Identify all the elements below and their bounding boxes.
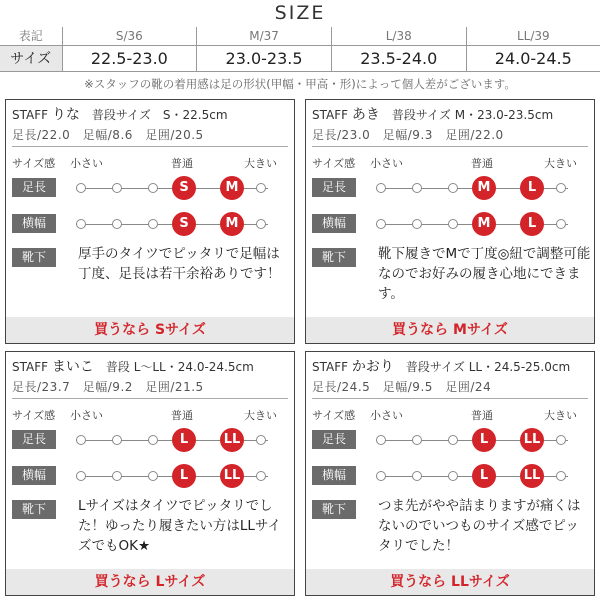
scale-dot [112,471,122,481]
usual-size: 普段サイズ LL・24.5-25.0cm [405,360,571,374]
scale-dot [376,471,386,481]
scale-dot [412,435,422,445]
scale-dot [376,219,386,229]
divider [12,146,288,147]
length-label: 足長 [12,178,56,197]
header-cell: 表記 [18,29,43,44]
scale-title: サイズ感 [312,409,356,422]
width-size-marker: M [220,212,244,236]
width-size-marker: L [472,464,496,488]
scale-dot [112,183,122,193]
width-label: 横幅 [312,214,356,233]
width-size-marker: LL [520,464,544,488]
staff-tag: STAFF [12,108,49,122]
size-cell: 22.5-23.0 [62,45,197,71]
width-label: 横幅 [12,214,56,233]
staff-card [305,99,595,344]
scale-title: サイズ感 [12,157,56,170]
length-size-marker: L [472,428,496,452]
shoes-label: 靴下 [312,500,356,519]
scale-dot [148,471,158,481]
shoes-label: 靴下 [12,500,56,519]
staff-header [312,356,570,376]
scale-small: 小さい [370,157,403,170]
scale-title: サイズ感 [12,409,56,422]
length-size-marker: S [172,176,196,200]
header-cell: S/36 [62,27,197,45]
length-label: 足長 [312,430,356,449]
staff-name: まいこ [51,359,94,375]
size-table-header [0,27,600,45]
scale-dot [448,219,458,229]
size-cell: 23.0-23.5 [197,45,332,71]
usual-size: 普段サイズ M・23.0-23.5cm [391,108,554,122]
scale-small: 小さい [370,409,403,422]
length-size-marker: M [220,176,244,200]
staff-card [5,351,295,596]
staff-tag: STAFF [12,360,49,374]
scale-dot [112,219,122,229]
verdict: 買うなら Mサイズ [306,317,594,343]
scale-dot [256,471,266,481]
width-size-marker: S [172,212,196,236]
divider [312,146,588,147]
scale-normal: 普通 [171,409,193,422]
scale-large: 大きい [244,409,277,422]
usual-size: 普段サイズ S・22.5cm [91,108,228,122]
divider [12,398,288,399]
header-cell: LL/39 [466,27,600,45]
scale-small: 小さい [70,409,103,422]
staff-tag: STAFF [312,360,349,374]
scale-dot [76,183,86,193]
staff-comment: つま先がやや詰まりますが痛くはないのでいつものサイズ感でピッタリでした！ [378,498,581,554]
scale-normal: 普通 [171,157,193,170]
scale-dot [448,435,458,445]
scale-large: 大きい [244,157,277,170]
width-label: 横幅 [312,466,356,485]
staff-header [312,104,553,124]
width-size-marker: L [172,464,196,488]
staff-card [305,351,595,596]
width-size-marker: LL [220,464,244,488]
scale-dot [256,435,266,445]
foot-measures: 足長/24.5 足幅/9.5 足囲/24 [312,380,492,394]
staff-tag: STAFF [312,108,349,122]
length-size-marker: LL [520,428,544,452]
size-cell: 24.0-24.5 [466,45,600,71]
length-size-marker: M [472,176,496,200]
scale-dot [76,471,86,481]
usual-size: 普段 L〜LL・24.0-24.5cm [105,360,254,374]
scale-dot [256,219,266,229]
scale-dot [148,219,158,229]
staff-comment: Lサイズはタイツでピッタリでした！ゆったり履きたい方はLLサイズでもOK★ [78,498,281,554]
scale-large: 大きい [544,409,577,422]
verdict: 買うなら Sサイズ [6,317,294,343]
shoes-label: 靴下 [12,248,56,267]
header-cell: M/37 [197,27,332,45]
scale-large: 大きい [544,157,577,170]
scale-dot [412,471,422,481]
staff-name: かおり [351,359,394,375]
scale-small: 小さい [70,157,103,170]
scale-dot [448,183,458,193]
shoes-label: 靴下 [312,248,356,267]
length-size-marker: LL [220,428,244,452]
scale-dot [556,471,566,481]
foot-measures: 足長/23.7 足幅/9.2 足囲/21.5 [12,380,204,394]
scale-dot [376,183,386,193]
scale-dot [112,435,122,445]
scale-normal: 普通 [471,409,493,422]
size-table-row [0,45,600,71]
foot-measures: 足長/23.0 足幅/9.3 足囲/22.0 [312,128,504,142]
row-label: サイズ [0,45,62,71]
length-size-marker: L [520,176,544,200]
width-size-marker: M [472,212,496,236]
verdict: 買うなら Lサイズ [6,569,294,595]
scale-dot [412,183,422,193]
width-label: 横幅 [12,466,56,485]
scale-title: サイズ感 [312,157,356,170]
scale-dot [376,435,386,445]
staff-card [5,99,295,344]
header-cell: L/38 [331,27,466,45]
foot-measures: 足長/22.0 足幅/8.6 足囲/20.5 [12,128,204,142]
scale-dot [556,183,566,193]
length-label: 足長 [312,178,356,197]
width-size-marker: L [520,212,544,236]
staff-comment: 厚手のタイツでピッタリで足幅は丁度、足長は若干余裕ありです！ [78,246,281,282]
staff-header [12,356,254,376]
scale-dot [256,183,266,193]
page-title: SIZE [274,2,326,24]
scale-dot [412,219,422,229]
size-cell: 23.5-24.0 [331,45,466,71]
divider [312,398,588,399]
length-label: 足長 [12,430,56,449]
size-table [0,27,600,72]
scale-dot [556,435,566,445]
scale-dot [76,219,86,229]
staff-name: あき [351,107,380,123]
fit-note: ※スタッフの靴の着用感は足の形状(甲幅・甲高・形)によって個人差がございます。 [84,77,516,91]
scale-normal: 普通 [471,157,493,170]
staff-header [12,104,228,124]
staff-name: りな [51,107,80,123]
staff-comment: 靴下履きでMで丁度◎紐で調整可能なのでお好みの履き心地にできます。 [378,246,591,302]
length-size-marker: L [172,428,196,452]
scale-dot [148,183,158,193]
scale-dot [556,219,566,229]
scale-dot [448,471,458,481]
scale-dot [76,435,86,445]
scale-dot [148,435,158,445]
verdict: 買うなら LLサイズ [306,569,594,595]
